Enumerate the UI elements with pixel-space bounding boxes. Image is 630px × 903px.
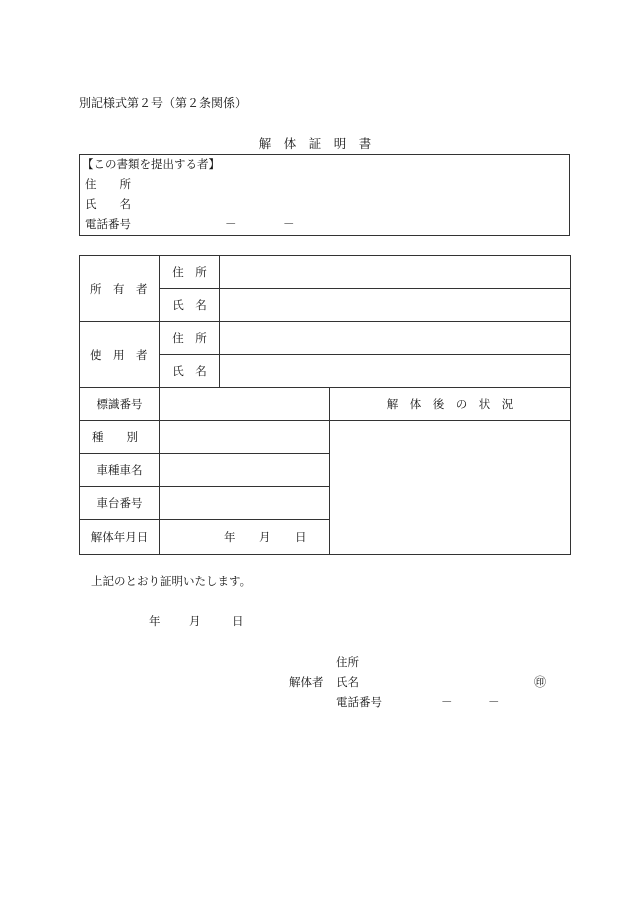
owner-address-field[interactable] (220, 256, 571, 289)
status-header: 解 体 後 の 状 況 (386, 397, 514, 411)
user-name-field[interactable] (220, 355, 571, 388)
user-address-label-cell (160, 322, 220, 355)
submitter-name-label: 氏 名 (85, 197, 131, 211)
user-label: 使 用 者 (90, 347, 148, 362)
status-header-cell (330, 388, 571, 421)
certification-statement: 上記のとおり証明いたします。 (91, 574, 252, 588)
dismantle-date-label: 解体年月日 (90, 530, 149, 544)
type-label-cell (80, 421, 160, 454)
date-year-unit: 年 (224, 530, 236, 544)
date-month-unit: 月 (259, 530, 271, 544)
chassis-label-cell (80, 487, 160, 520)
date-label-cell (80, 520, 160, 555)
type-field[interactable] (160, 421, 330, 454)
dismantler-phone-dash-1: － (441, 695, 453, 709)
owner-label: 所 有 者 (90, 281, 148, 296)
owner-label-cell (80, 256, 160, 322)
model-label: 車種車名 (96, 463, 143, 477)
owner-name-label-cell (160, 289, 220, 322)
submitter-heading: 【この書類を提出する者】 (82, 157, 220, 171)
user-address-label: 住 所 (172, 331, 207, 345)
plate-field[interactable] (160, 388, 330, 421)
seal-mark: ㊞ (534, 675, 547, 689)
type-label: 種 別 (92, 430, 138, 444)
user-name-label: 氏 名 (172, 364, 207, 378)
plate-label-cell (80, 388, 160, 421)
user-name-label-cell (160, 355, 220, 388)
form-header: 別記様式第２号（第２条関係） (79, 96, 248, 110)
submitter-phone-label: 電話番号 (85, 217, 131, 231)
submitter-phone-dash-2: － (283, 217, 295, 231)
dismantler-name-label: 氏名 (336, 675, 359, 689)
cert-date-year: 年 (149, 614, 161, 628)
dismantler-phone-label: 電話番号 (336, 695, 382, 709)
chassis-field[interactable] (160, 487, 330, 520)
dismantler-phone-dash-2: － (488, 695, 500, 709)
status-field[interactable] (330, 421, 571, 555)
owner-address-label-cell (160, 256, 220, 289)
vehicle-table (79, 255, 571, 555)
chassis-label: 車台番号 (96, 496, 143, 510)
dismantler-role-label: 解体者 (289, 675, 324, 689)
owner-address-label: 住 所 (172, 265, 207, 279)
submitter-box (79, 154, 570, 236)
plate-label: 標識番号 (96, 397, 143, 411)
date-day-unit: 日 (295, 530, 307, 544)
dismantle-date-field[interactable] (160, 520, 330, 555)
model-field[interactable] (160, 454, 330, 487)
submitter-address-label: 住 所 (85, 177, 131, 191)
user-address-field[interactable] (220, 322, 571, 355)
owner-name-label: 氏 名 (172, 298, 207, 312)
model-label-cell (80, 454, 160, 487)
user-label-cell (80, 322, 160, 388)
cert-date-day: 日 (232, 614, 244, 628)
document-title: 解 体 証 明 書 (258, 136, 372, 151)
owner-name-field[interactable] (220, 289, 571, 322)
dismantler-address-label: 住所 (336, 655, 359, 669)
cert-date-month: 月 (189, 614, 201, 628)
submitter-phone-dash-1: － (225, 217, 237, 231)
